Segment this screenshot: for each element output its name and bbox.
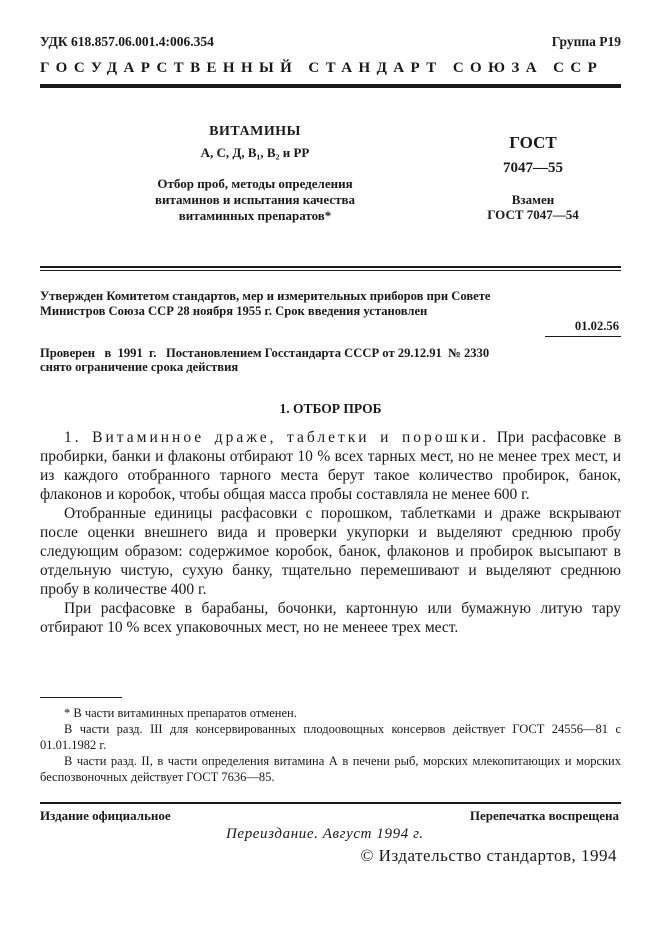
replaces-standard: ГОСТ 7047—54 [487, 207, 579, 222]
paragraph-lead: 1. Витаминное драже, таблетки и порошки. [64, 429, 490, 446]
review-line-2: снято ограничение срока действия [40, 360, 239, 374]
group-code: Группа Р19 [551, 34, 621, 49]
doc-title: ВИТАМИНЫ [209, 124, 301, 139]
title-rule-bottom [40, 270, 621, 271]
description-line: витаминных препаратов* [178, 208, 332, 223]
footnote: * В части витаминных препаратов отменен. [64, 706, 297, 720]
footnote: В части разд. III для консервированных плодоовощных консервов действует ГОСТ 24556—81 с 01.01.1982 г. [40, 722, 621, 752]
approval-line-1: Утвержден Комитетом стандартов, мер и измерительных приборов при Совете [40, 289, 491, 303]
approval-date: 01.02.56 [574, 319, 619, 333]
description-line: витаминов и испытания качества [155, 192, 355, 207]
footnote-separator [40, 697, 122, 698]
footnotes [40, 705, 621, 785]
paragraph-text: При расфасовке в барабаны, бочонки, картонную или бумажную литую тару отбирают 10 % всех упаковочных мест, но не менеее трех мест. [40, 600, 621, 636]
footer-rule [40, 802, 621, 804]
paragraph-text: При расфасовке в пробирки, банки и флаконы отбирают 10 % всех тарных мест, но не менее трех мест, и из каждого отобранного тарного места берут такое количество пробирок, банок, флаконов и коробок, чтобы общая масса пробы составляла не менее 600 г. [40, 429, 622, 503]
section-heading: 1. ОТБОР ПРОБ [279, 401, 382, 416]
doc-subtitle: А, С, Д, В₁, В₂ и РР [200, 145, 310, 160]
date-underline [545, 336, 621, 337]
udc-code: УДК 618.857.06.001.4:006.354 [40, 34, 214, 49]
gost-label: ГОСТ [509, 133, 557, 152]
gost-number: 7047—55 [503, 160, 563, 176]
paragraph [40, 599, 621, 637]
edition-label: Издание официальное [40, 808, 171, 823]
paragraph-text: Отобранные единицы расфасовки с порошком, таблетками и драже вскрывают после оценки внешнего вида и проверки укупорки и выделяют среднюю пробу следующим образом: содержимое коробок, банок, флаконов и пробирок высыпают в отдельную чистую, сухую банку, тщательно перемешивают и выделяют среднюю пробу в количестве 400 г. [40, 505, 621, 598]
reissue-note: Переиздание. Август 1994 г. [226, 826, 424, 842]
header-rule [40, 84, 621, 88]
paragraph [40, 504, 621, 599]
standard-title: ГОСУДАРСТВЕННЫЙ СТАНДАРТ СОЮЗА ССР [40, 60, 604, 76]
doc-description [110, 176, 400, 224]
reprint-notice: Перепечатка воспрещена [469, 808, 619, 823]
description-line: Отбор проб, методы определения [157, 176, 353, 191]
replaces-label: Взамен [511, 192, 555, 207]
approval-line-2: Министров Союза ССР 28 ноября 1955 г. Срок введения установлен [40, 304, 428, 318]
paragraph [40, 428, 621, 504]
copyright-line: © Издательство стандартов, 1994 [360, 846, 617, 865]
title-rule-top [40, 266, 621, 268]
section-body [40, 428, 621, 637]
review-line-1: Проверен в 1991 г. Постановлением Госстандарта СССР от 29.12.91 № 2330 [40, 346, 490, 360]
footnote: В части разд. II, в части определения витамина А в печени рыб, морских млекопитающих и морских беспозвоночных действует ГОСТ 7636—85. [40, 754, 621, 784]
